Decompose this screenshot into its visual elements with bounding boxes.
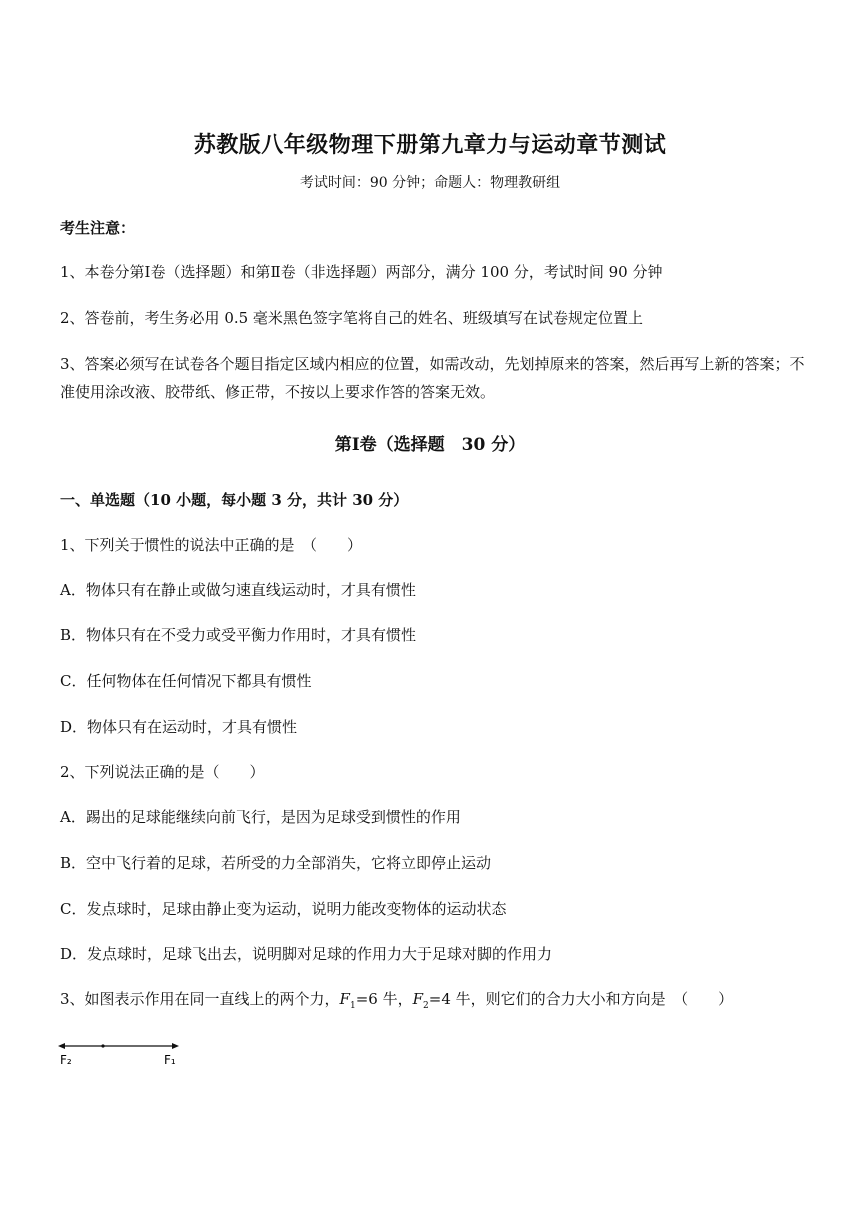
f1-label: F₁: [164, 1053, 176, 1067]
question-1-stem: 1、下列关于惯性的说法中正确的是 （ ）: [60, 536, 363, 554]
notice-item-1: 1、本卷分第Ⅰ卷（选择题）和第Ⅱ卷（非选择题）两部分，满分 100 分，考试时间 90 分钟: [60, 263, 663, 281]
f1-arrowhead: [172, 1043, 179, 1049]
question-2-option-d: D．发点球时，足球飞出去，说明脚对足球的作用力大于足球对脚的作用力: [60, 945, 553, 963]
exam-info: 考试时间：90 分钟；命题人：物理教研组: [299, 175, 561, 191]
force-f1-symbol: $F_1$: [339, 990, 356, 1011]
question-1-option-c: C．任何物体在任何情况下都具有惯性: [60, 672, 312, 690]
force-f2-value: =4 牛，则它们的合力大小和方向是 （ ）: [428, 990, 734, 1008]
force-diagram: [58, 1036, 188, 1070]
question-1-option-a: A．物体只有在静止或做匀速直线运动时，才具有惯性: [60, 581, 416, 599]
question-2-option-c: C．发点球时，足球由静止变为运动，说明力能改变物体的运动状态: [60, 900, 507, 918]
notice-item-3: 3、答案必须写在试卷各个题目指定区域内相应的位置，如需改动，先划掉原来的答案，然后再写上新的答案；不准使用涂改液、胶带纸、修正带，不按以上要求作答的答案无效。: [60, 355, 805, 401]
f2-arrowhead: [58, 1043, 65, 1049]
question-3-stem: [60, 985, 733, 1020]
page-title: 苏教版八年级物理下册第九章力与运动章节测试: [193, 132, 667, 158]
question-3-stem-prefix: 3、如图表示作用在同一直线上的两个力，: [60, 990, 340, 1008]
notice-item-2: 2、答卷前，考生务必用 0.5 毫米黑色签字笔将自己的姓名、班级填写在试卷规定位置上: [60, 309, 643, 327]
question-1-option-b: B．物体只有在不受力或受平衡力作用时，才具有惯性: [60, 626, 417, 644]
question-2-option-a: A．踢出的足球能继续向前飞行，是因为足球受到惯性的作用: [60, 808, 461, 826]
force-f1-value: =6 牛，: [355, 990, 413, 1008]
section-title: 第Ⅰ卷（选择题 30 分）: [334, 435, 526, 455]
question-2-stem: 2、下列说法正确的是（ ）: [60, 763, 265, 781]
part-heading: 一、单选题（10 小题，每小题 3 分，共计 30 分）: [60, 491, 409, 509]
action-point: [101, 1044, 104, 1047]
question-2-option-b: B．空中飞行着的足球，若所受的力全部消失，它将立即停止运动: [60, 854, 492, 872]
f2-label: F₂: [60, 1053, 72, 1067]
question-1-option-d: D．物体只有在运动时，才具有惯性: [60, 718, 298, 736]
notice-heading: 考生注意：: [60, 219, 136, 237]
force-f2-symbol: $F_2$: [412, 990, 429, 1011]
